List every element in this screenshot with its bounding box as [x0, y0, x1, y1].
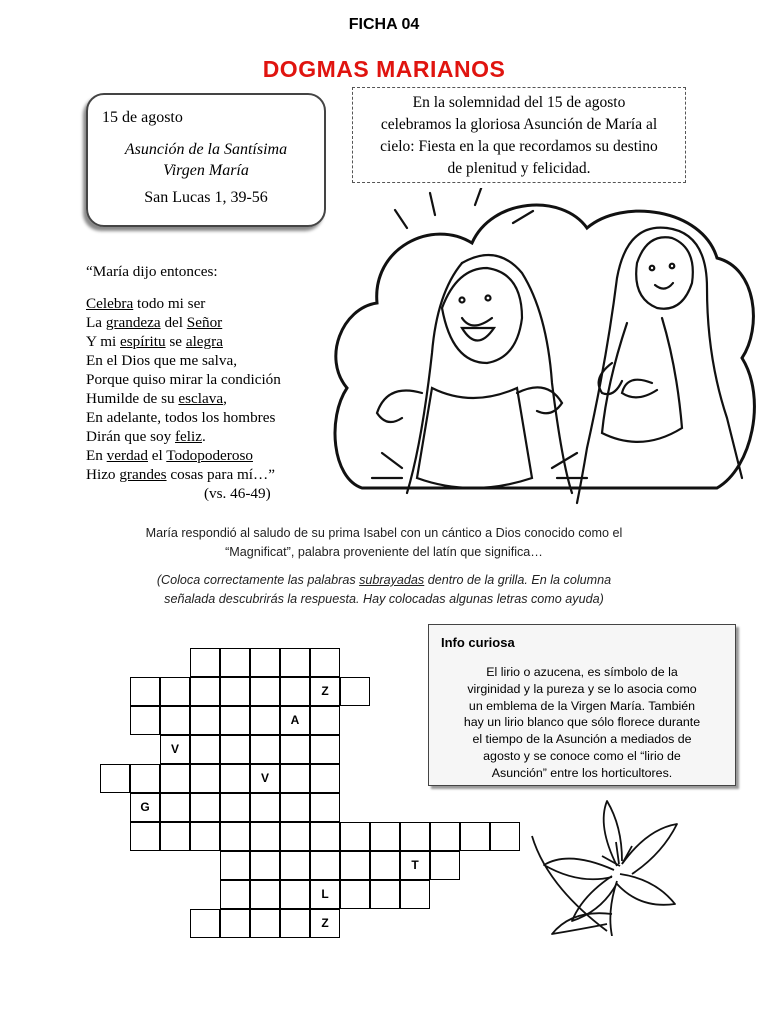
- grid-cell[interactable]: [220, 677, 250, 706]
- grid-cell[interactable]: [130, 822, 160, 851]
- grid-cell[interactable]: [250, 822, 280, 851]
- grid-cell-hint-letter[interactable]: A: [280, 706, 310, 735]
- grid-cell[interactable]: [250, 706, 280, 735]
- info-body: [439, 664, 725, 782]
- grid-cell[interactable]: [250, 880, 280, 909]
- grid-cell[interactable]: [130, 764, 160, 793]
- grid-cell[interactable]: [160, 822, 190, 851]
- underlined-word: esclava: [178, 390, 224, 407]
- grid-cell[interactable]: [220, 822, 250, 851]
- grid-cell[interactable]: [190, 909, 220, 938]
- gospel-reference: San Lucas 1, 39-56: [144, 189, 268, 206]
- grid-cell[interactable]: [220, 880, 250, 909]
- poem-text: ,: [223, 390, 227, 407]
- grid-instructions: [110, 571, 658, 609]
- underlined-word: grandeza: [105, 314, 161, 331]
- grid-cell-hint-letter[interactable]: V: [160, 735, 190, 764]
- grid-cell[interactable]: [250, 851, 280, 880]
- grid-cell[interactable]: [220, 793, 250, 822]
- instruction-text: dentro de la grilla. En la columna: [424, 573, 612, 587]
- poem-text: Dirán que soy: [86, 428, 175, 445]
- grid-cell[interactable]: [220, 851, 250, 880]
- instruction-text: (Coloca correctamente las palabras: [156, 573, 360, 587]
- grid-cell[interactable]: [190, 793, 220, 822]
- question-line: “Magnificat”, palabra proveniente del latín que significa…: [225, 545, 543, 559]
- poem-line: [86, 427, 326, 446]
- grid-cell[interactable]: [190, 706, 220, 735]
- grid-cell[interactable]: [310, 822, 340, 851]
- grid-cell-hint-letter[interactable]: T: [400, 851, 430, 880]
- info-line: El lirio o azucena, es símbolo de la: [486, 665, 678, 679]
- poem-text: En: [86, 447, 107, 464]
- grid-cell[interactable]: [490, 822, 520, 851]
- underlined-word: Celebra: [86, 295, 134, 312]
- grid-cell[interactable]: [460, 822, 490, 851]
- underlined-word: feliz: [175, 428, 202, 445]
- grid-cell[interactable]: [400, 880, 430, 909]
- poem-line: [86, 294, 326, 313]
- grid-cell[interactable]: [160, 706, 190, 735]
- grid-cell[interactable]: [250, 735, 280, 764]
- poem-line: [86, 446, 326, 465]
- verse-reference: (vs. 46-49): [204, 485, 271, 502]
- page-title: DOGMAS MARIANOS: [262, 56, 506, 82]
- grid-cell[interactable]: [340, 851, 370, 880]
- grid-cell[interactable]: [250, 909, 280, 938]
- poem-line: [86, 370, 326, 389]
- grid-cell[interactable]: [190, 735, 220, 764]
- grid-cell[interactable]: [430, 822, 460, 851]
- magnificat-poem: [86, 262, 326, 503]
- grid-cell[interactable]: [310, 851, 340, 880]
- intro-note: [352, 87, 686, 183]
- grid-cell[interactable]: [100, 764, 130, 793]
- grid-cell[interactable]: [250, 793, 280, 822]
- grid-cell[interactable]: [190, 677, 220, 706]
- underlined-word: Todopoderoso: [166, 447, 253, 464]
- underlined-word: espíritu: [120, 333, 166, 350]
- poem-text: se: [165, 333, 186, 350]
- poem-text: Hizo: [86, 466, 120, 483]
- grid-cell[interactable]: [220, 735, 250, 764]
- grid-cell[interactable]: [220, 764, 250, 793]
- grid-cell[interactable]: [250, 648, 280, 677]
- grid-cell[interactable]: [310, 793, 340, 822]
- grid-cell-hint-letter[interactable]: G: [130, 793, 160, 822]
- date-card: [86, 93, 326, 227]
- poem-line: [86, 332, 326, 351]
- poem-text: todo mi ser: [133, 295, 206, 312]
- grid-cell[interactable]: [190, 764, 220, 793]
- poem-line: [86, 389, 326, 408]
- poem-text: Porque quiso mirar la condición: [86, 371, 281, 388]
- intro-line: En la solemnidad del 15 de agosto: [412, 94, 626, 111]
- instruction-line: señalada descubrirás la respuesta. Hay colocadas algunas letras como ayuda): [164, 592, 604, 606]
- poem-text: Humilde de su: [86, 390, 179, 407]
- instruction-underlined-word: subrayadas: [359, 573, 425, 587]
- grid-cell[interactable]: [370, 851, 400, 880]
- intro-line: cielo: Fiesta en la que recordamos su destino: [380, 138, 658, 155]
- poem-text: En el Dios que me salva,: [86, 352, 237, 369]
- grid-cell[interactable]: [430, 851, 460, 880]
- underlined-word: alegra: [185, 333, 223, 350]
- intro-line: de plenitud y felicidad.: [447, 160, 591, 177]
- worksheet-number: FICHA 04: [348, 16, 420, 33]
- grid-cell[interactable]: [370, 822, 400, 851]
- poem-text: del: [160, 314, 187, 331]
- underlined-word: Señor: [186, 314, 223, 331]
- poem-line: [86, 313, 326, 332]
- grid-cell[interactable]: [280, 648, 310, 677]
- poem-text: En adelante, todos los hombres: [86, 409, 276, 426]
- info-curiosa-box: [428, 624, 736, 786]
- instruction-line: [110, 571, 658, 590]
- info-heading: Info curiosa: [441, 635, 515, 650]
- grid-cell[interactable]: [250, 677, 280, 706]
- feast-date: 15 de agosto: [102, 109, 183, 126]
- grid-cell[interactable]: [280, 677, 310, 706]
- feast-name-line: Asunción de la Santísima: [124, 141, 288, 158]
- poem-lines: [86, 294, 326, 484]
- grid-cell[interactable]: [340, 880, 370, 909]
- grid-cell-hint-letter[interactable]: L: [310, 880, 340, 909]
- grid-cell-hint-letter[interactable]: Z: [310, 909, 340, 938]
- grid-cell[interactable]: [220, 909, 250, 938]
- grid-cell-hint-letter[interactable]: Z: [310, 677, 340, 706]
- info-line: el tiempo de la Asunción a mediados de: [472, 732, 692, 747]
- grid-cell[interactable]: [190, 648, 220, 677]
- info-line: virginidad y la pureza y se lo asocia como: [467, 681, 697, 696]
- underlined-word: verdad: [106, 447, 148, 464]
- poem-line: [86, 408, 326, 427]
- grid-cell[interactable]: [280, 851, 310, 880]
- grid-cell[interactable]: [220, 706, 250, 735]
- grid-cell[interactable]: [310, 735, 340, 764]
- grid-cell[interactable]: [160, 764, 190, 793]
- lily-flower-illustration: [522, 796, 692, 936]
- grid-cell[interactable]: [340, 822, 370, 851]
- grid-cell[interactable]: [130, 677, 160, 706]
- grid-cell[interactable]: [340, 677, 370, 706]
- grid-cell[interactable]: [280, 735, 310, 764]
- info-line: hay un lirio blanco que sólo florece durante: [463, 715, 701, 730]
- grid-cell[interactable]: [190, 822, 220, 851]
- grid-cell[interactable]: [130, 706, 160, 735]
- grid-cell[interactable]: [280, 880, 310, 909]
- intro-line: celebramos la gloriosa Asunción de María al: [380, 116, 658, 133]
- info-line: Asunción” entre los horticultores.: [491, 765, 673, 780]
- poem-intro: “María dijo entonces:: [86, 263, 218, 280]
- poem-text: .: [201, 428, 206, 445]
- grid-cell[interactable]: [220, 648, 250, 677]
- magnificat-question: [100, 524, 668, 562]
- grid-cell[interactable]: [160, 677, 190, 706]
- grid-cell[interactable]: [310, 706, 340, 735]
- info-line: un emblema de la Virgen María. También: [468, 698, 696, 713]
- feast-name: [88, 139, 324, 181]
- poem-text: cosas para mí…”: [166, 466, 275, 483]
- poem-text: La: [86, 314, 106, 331]
- poem-text: el: [148, 447, 167, 464]
- underlined-word: grandes: [119, 466, 167, 483]
- poem-line: [86, 465, 326, 484]
- info-line: agosto y se conoce como el “lirio de: [483, 748, 681, 763]
- grid-cell[interactable]: [310, 764, 340, 793]
- question-line: María respondió al saludo de su prima Isabel con un cántico a Dios conocido como el: [145, 526, 623, 540]
- grid-cell[interactable]: [280, 793, 310, 822]
- grid-cell[interactable]: [370, 880, 400, 909]
- grid-cell[interactable]: [160, 793, 190, 822]
- grid-cell[interactable]: [280, 909, 310, 938]
- grid-cell[interactable]: [310, 648, 340, 677]
- grid-cell[interactable]: [280, 764, 310, 793]
- grid-cell[interactable]: [280, 822, 310, 851]
- poem-text: Y mi: [86, 333, 121, 350]
- grid-cell-hint-letter[interactable]: V: [250, 764, 280, 793]
- mary-elizabeth-illustration: [322, 188, 762, 518]
- grid-cell[interactable]: [400, 822, 430, 851]
- feast-name-line: Virgen María: [163, 162, 249, 179]
- poem-line: [86, 351, 326, 370]
